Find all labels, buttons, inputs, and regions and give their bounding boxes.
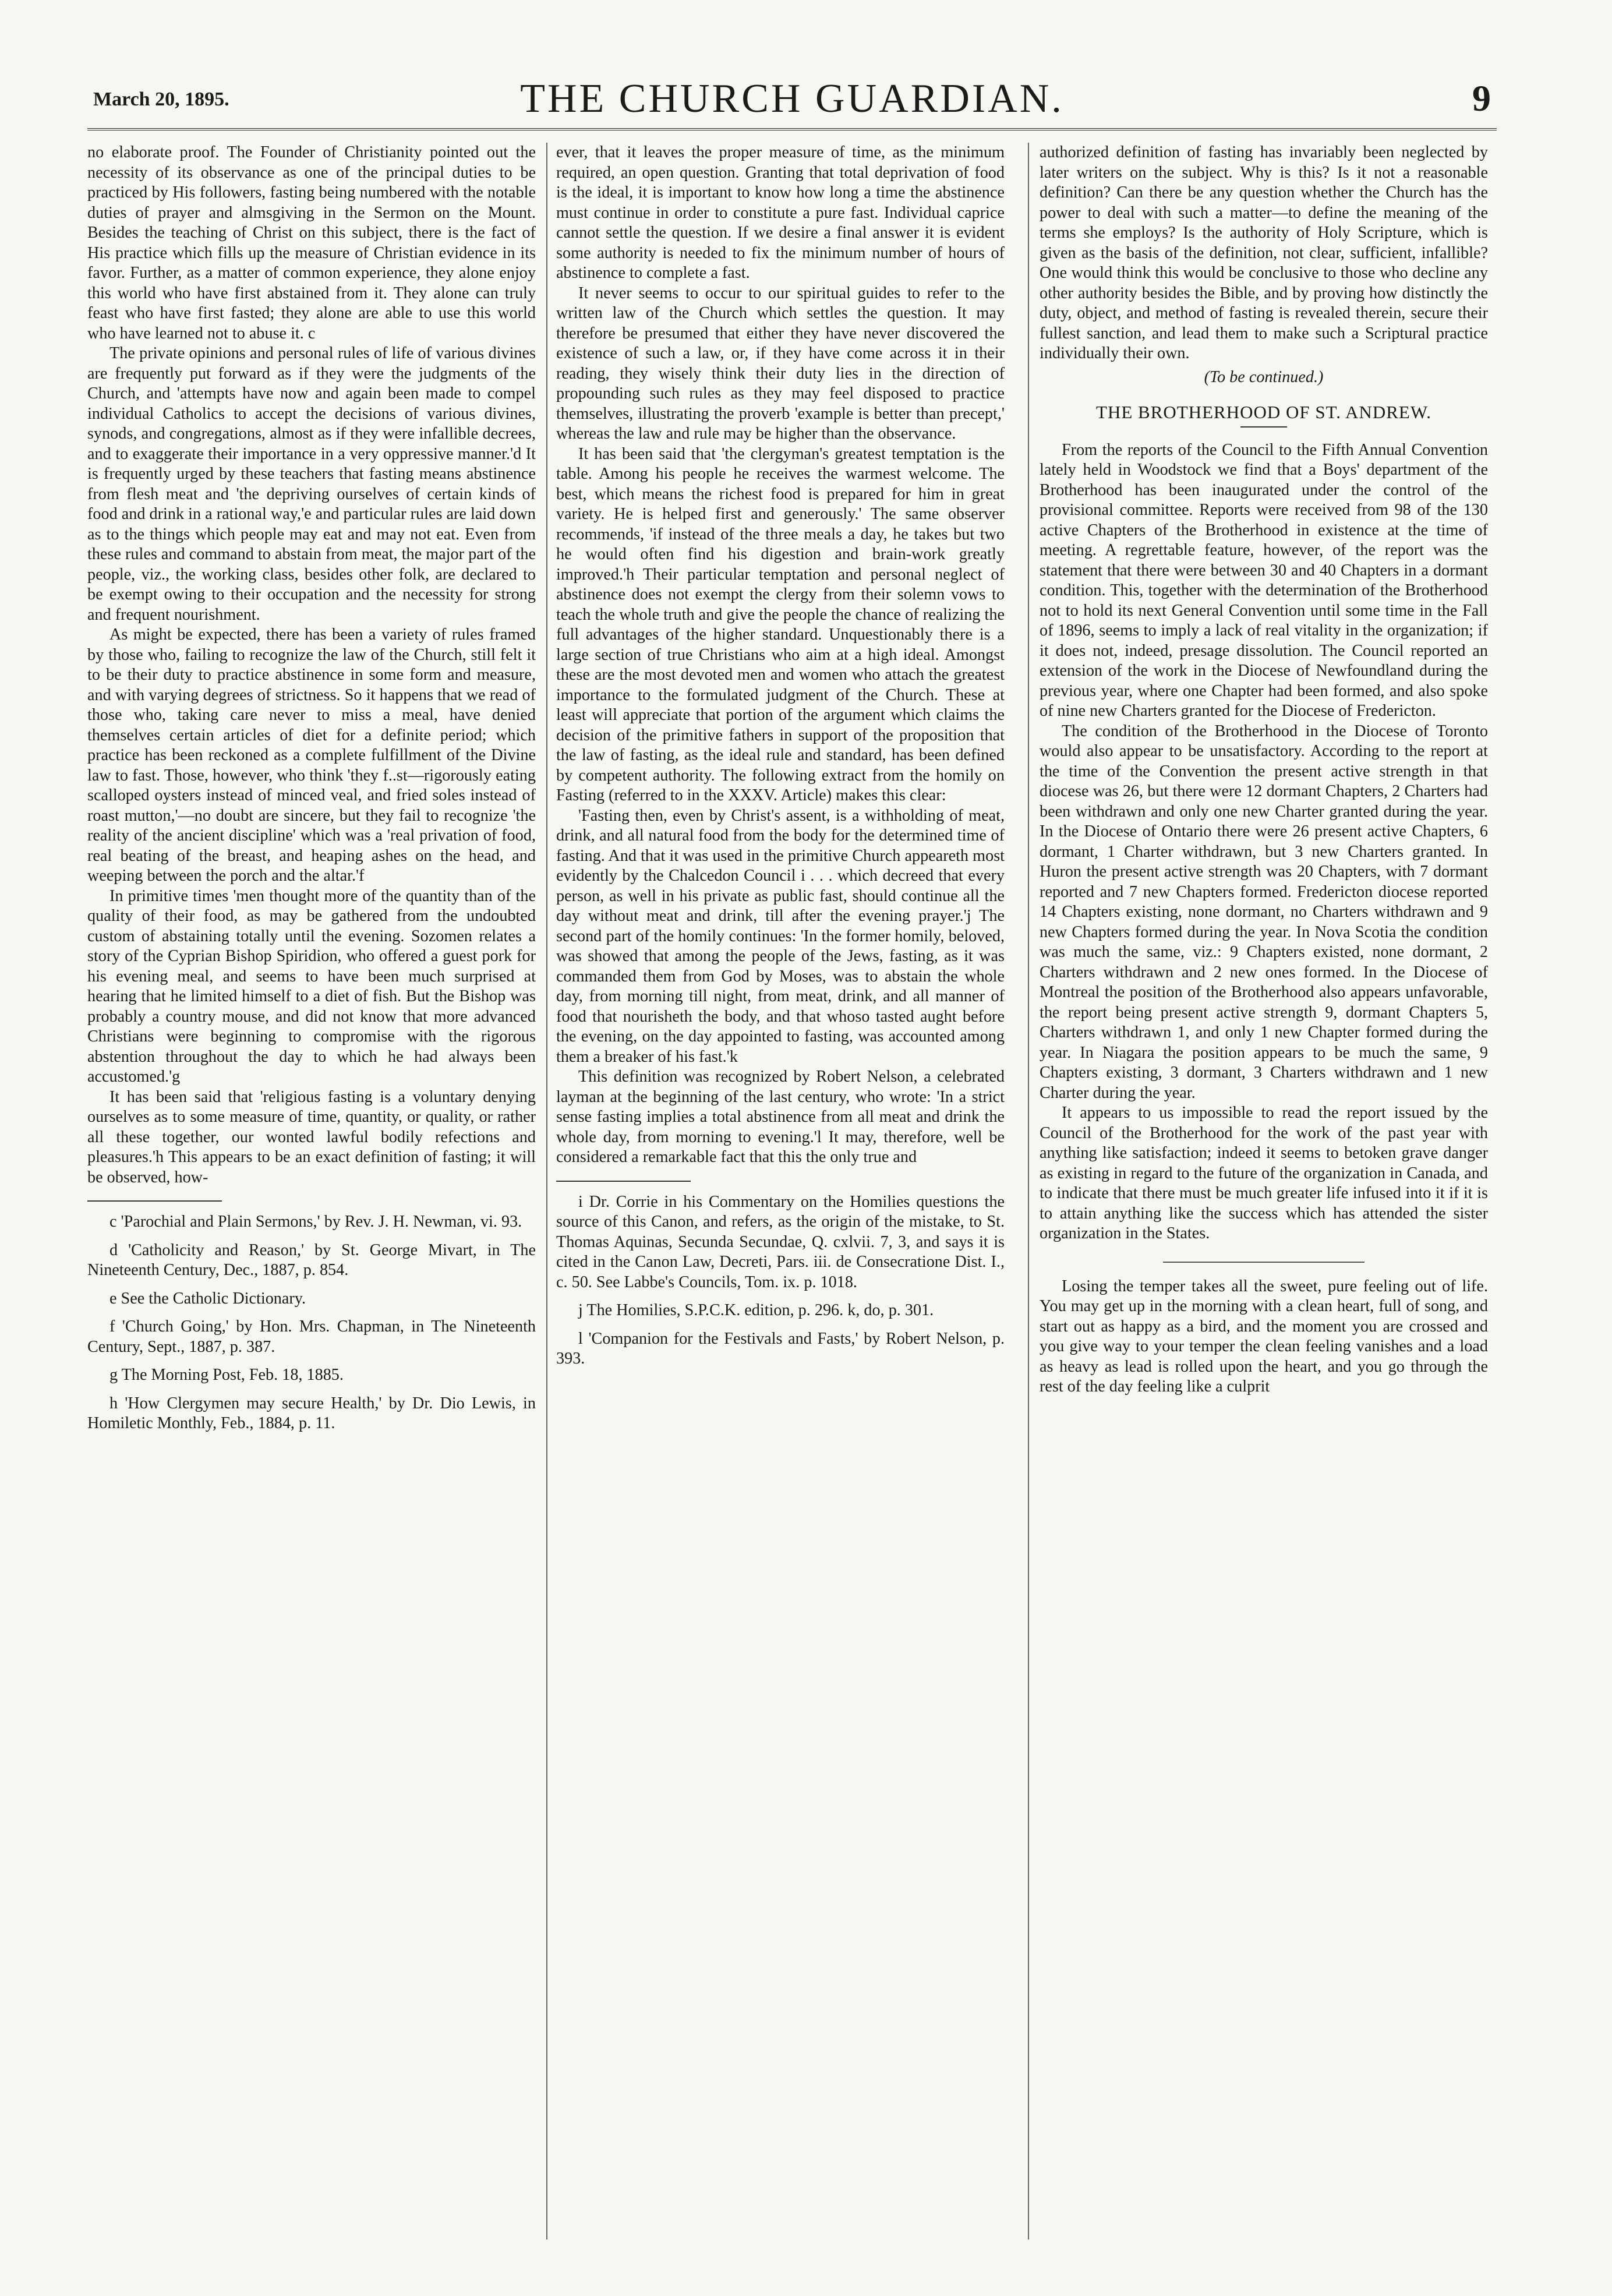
footnote: f 'Church Going,' by Hon. Mrs. Chapman, in The Nineteenth Century, Sept., 1887, p. 387. xyxy=(87,1317,536,1356)
footnote: e See the Catholic Dictionary. xyxy=(109,1289,306,1308)
paragraph: In primitive times 'men thought more of the quantity than of the quality of their food, as may be gathered from the undoubted custom of abstaining totally until the evening. Sozomen relates a story of the Cyprian Bishop Spiridion, who offered a guest pork for his evening meal, and seems to have been much surprised at hearing that he limited himself to a diet of fish. But the Bishop was probably a country mouse, and did not know that more advanced Christians were beginning to compromise with the rigorous abstention throughout the day to which he had always been accustomed.'g xyxy=(87,886,536,1086)
column-1 xyxy=(87,143,536,2251)
newspaper-title: THE CHURCH GUARDIAN. xyxy=(520,76,1064,121)
issue-date: March 20, 1895. xyxy=(93,89,229,110)
footnote: d 'Catholicity and Reason,' by St. George Mivart, in The Nineteenth Century, Dec., 1887, p. 854. xyxy=(87,1241,536,1279)
heading-rule xyxy=(1240,426,1287,428)
paragraph: no elaborate proof. The Founder of Christianity pointed out the necessity of its observance as one of the principal duties to be practiced by His followers, fasting being numbered with the notable duties of prayer and almsgiving in the Sermon on the Mount. Besides the teaching of Christ on this subject, there is the fact of His practice which fills up the measure of Christian evidence in its favor. Further, as a matter of common experience, they alone enjoy this world who have first abstained from it. They alone can truly feast who have first fasted; they alone are able to use this world who have learned not to abuse it. c xyxy=(87,143,536,342)
paragraph: This definition was recognized by Robert Nelson, a celebrated layman at the beginning of the last century, who wrote: 'In a strict sense fasting implies a total abstinence from all meat and drink the whole day, from morning to evening.'l It may, therefore, well be considered a remarkable fact that this the only true and xyxy=(556,1068,1005,1166)
page-number: 9 xyxy=(1472,77,1491,119)
footnotes xyxy=(87,1212,536,1434)
quotation: 'Fasting then, even by Christ's assent, is a withholding of meat, drink, and all natural food from the body for the determined time of fasting. And that it was used in the primitive Church appeareth most evidently by the Chalcedon Council i . . . which decreed that every person, as well in his private as public fast, should continue all the day without meat and drink, till after the evening prayer.'j The second part of the homily continues: 'In the former homily, beloved, was showed that among the people of the Jews, fasting, as it was commanded them from God by Moses, was to abstain the whole day, from morning till night, from meat, drink, and all manner of food that nourisheth the body, and that whoso tasted aught before the evening, on the day appointed to fasting, was accounted among them a breaker of his fast.'k xyxy=(556,806,1005,1066)
paragraph: Losing the temper takes all the sweet, pure feeling out of life. You may get up in the morning with a clean heart, full of song, and start out as happy as a bird, and the moment you are crossed and you give way to your temper the clean feeling vanishes and a load as heavy as lead is rolled upon the heart, and you go through the rest of the day feeling like a culprit xyxy=(1040,1277,1488,1396)
column-divider xyxy=(1028,143,1029,2240)
footnote-rule xyxy=(87,1200,222,1202)
column-3 xyxy=(1040,143,1488,2251)
footnotes xyxy=(556,1192,1005,1369)
article-heading: THE BROTHERHOOD OF ST. ANDREW. xyxy=(1096,402,1431,422)
paragraph: The condition of the Brotherhood in the Diocese of Toronto would also appear to be unsatisfactory. According to the report at the time of the Convention the present active strength in that diocese was 26, but there were 12 dormant Chapters, 2 Charters had been withdrawn and only one new Charter granted during the year. In the Diocese of Ontario there were 26 present active Chapters, 6 dormant, 1 Charter withdrawn, but 3 new Charters granted. In Huron the present active strength was 20 Chapters, with 7 dormant reported and 7 new Chapters formed. Fredericton diocese reported 14 Chapters existing, none dormant, no Charters withdrawn and 9 new Chapters formed during the year. In Nova Scotia the condition was much the same, viz.: 9 Chapters existed, none dormant, 2 Charters withdrawn and 2 new ones formed. In the Diocese of Montreal the position of the Brotherhood also appears unfavorable, the report being present active strength 9, dormant Chapters 5, Charters withdrawn 1, and only 1 new Chapter formed during the year. In Niagara the position appears to be much the same, 9 Chapters existing, 3 dormant, 3 Charters withdrawn and 1 new Charter during the year. xyxy=(1040,722,1488,1102)
to-be-continued: (To be continued.) xyxy=(1204,368,1324,386)
footnote: l 'Companion for the Festivals and Fasts,' by Robert Nelson, p. 393. xyxy=(556,1329,1005,1368)
paragraph: From the reports of the Council to the Fifth Annual Convention lately held in Woodstock we find that a Boys' department of the Brotherhood has been inaugurated under the control of the provisional committee. Reports were received from 98 of the 130 active Chapters of the Brotherhood in existence at the time of meeting. A regrettable feature, however, of the report was the statement that there were between 30 and 40 Chapters in a dormant condition. This, together with the determination of the Brotherhood not to hold its next General Convention until some time in the Fall of 1896, seems to imply a lack of real vitality in the organization; if it does not, indeed, presage dissolution. The Council reported an extension of the work in the Diocese of Newfoundland during the previous year, where one Chapter had been formed, and also spoke of nine new Charters granted for the Diocese of Fredericton. xyxy=(1040,440,1488,720)
paragraph: As might be expected, there has been a variety of rules framed by those who, failing to recognize the law of the Church, still felt it to be their duty to practice abstinence in some form and measure, and with varying degrees of strictness. So it happens that we read of those who, taking care never to miss a meal, have denied themselves certain articles of diet for a definite period; which practice has been reckoned as a complete fulfillment of the Divine law to fast. Those, however, who think 'they f..st—rigorously eating scalloped oysters instead of minced veal, and fried soles instead of roast mutton,'—no doubt are sincere, but they fail to recognize 'the reality of the ancient discipline' which was a 'real privation of food, real beating of the breast, and heaping ashes on the head, and weeping between the porch and the altar.'f xyxy=(87,626,536,885)
column-divider xyxy=(546,143,547,2240)
paragraph: It never seems to occur to our spiritual guides to refer to the written law of the Church which settles the question. It may therefore be presumed that either they have never discovered the existence of such a law, or, if they have come across it in their reading, they wisely think their duty lies in the direction of propounding such rules as they may feel disposed to practice themselves, illustrating the proverb 'example is better than precept,' whereas the law and rule may be higher than the observance. xyxy=(556,284,1005,443)
paragraph: ever, that it leaves the proper measure of time, as the minimum required, an open question. Granting that total deprivation of food is the ideal, it is important to know how long a time the abstinence must continue in order to constitute a pure fast. Individual caprice cannot settle the question. If we desire a final answer it is evident some authority is needed to fix the minimum number of hours of abstinence to complete a fast. xyxy=(556,143,1005,282)
footnote: c 'Parochial and Plain Sermons,' by Rev. J. H. Newman, vi. 93. xyxy=(109,1213,522,1231)
masthead xyxy=(87,76,1497,130)
paragraph: The private opinions and personal rules of life of various divines are frequently put forward as if they were the judgments of the Church, and 'attempts have now and again been made to compel individual Catholics to accept the decisions of various divines, synods, and congregations, almost as if they were infallible decrees, and to exaggerate their importance in a very oppressive manner.'d It is frequently urged by these teachers that fasting means abstinence from flesh meat and 'the depriving ourselves of certain kinds of food and drink in a rational way,'e and particular rules are laid down as to the things which people may eat and may not eat. Even from these rules and command to abstain from meat, the major part of the people, viz., the working class, besides other folk, are declared to be exempt owing to their occupation and the necessity for strong and frequent nourishment. xyxy=(87,344,536,624)
paragraph: It has been said that 'religious fasting is a voluntary denying ourselves as to some measure of time, quantity, or quality, or rather all these together, our wonted lawful bodily refections and pleasures.'h This appears to be an exact definition of fasting; it will be observed, how- xyxy=(87,1087,536,1186)
footnote: i Dr. Corrie in his Commentary on the Homilies questions the source of this Canon, and refers, as the origin of the mistake, to St. Thomas Aquinas, Secunda Secundae, Q. cxlvii. 7, 3, and says it is cited in the Canon Law, Decreti, Pars. iii. de Consecratione Dist. I., c. 50. See Labbe's Councils, Tom. ix. p. 1018. xyxy=(556,1192,1005,1291)
paragraph: authorized definition of fasting has invariably been neglected by later writers on the subject. Why is this? Is it not a reasonable definition? Can there be any question whether the Church has the power to deal with such a matter—to define the meaning of the terms she employs? Is the authority of Holy Scripture, which is given as the basis of the definition, not clear, sufficient, infallible? One would think this would be conclusive to those who decline any other authority besides the Bible, and by proving how distinctly the duty, object, and method of fasting is revealed therein, secure their fullest sanction, and lead them to make such a Scriptural practice individually their own. xyxy=(1040,143,1488,362)
footnote: g The Morning Post, Feb. 18, 1885. xyxy=(109,1366,344,1384)
column-2 xyxy=(556,143,1005,2251)
footnote-rule xyxy=(556,1181,691,1182)
paragraph: It appears to us impossible to read the report issued by the Council of the Brotherhood for the work of the past year with anything like satisfaction; indeed it seems to betoken grave danger as existing in regard to the future of the organization in Canada, and to indicate that there must be much greater life infused into it if it is to attain anything like the success which has attended the sister organization in the States. xyxy=(1040,1104,1488,1242)
paragraph: It has been said that 'the clergyman's greatest temptation is the table. Among his people he receives the warmest welcome. The best, which means the richest food is prepared for him in great variety. He is helped first and generously.' The same observer recommends, 'if instead of the three meals a day, he takes but two he would often find his digestion and brain-work greatly improved.'h Their particular temptation and personal neglect of abstinence does not exempt the clergy from their solemn vows to teach the whole truth and give the people the chance of realizing the full advantages of the higher standard. Unquestionably there is a large section of true Christians who aim at a high ideal. Amongst these are the most devoted men and women who attach the greatest importance to the formulated judgment of the Church. These at least will appreciate that portion of the argument which claims the decision of the primitive fathers in support of the proposition that the law of fasting, as the ideal rule and standard, has been defined by competent authority. The following extract from the homily on Fasting (referred to in the XXXV. Article) makes this clear: xyxy=(556,444,1005,804)
footnote: j The Homilies, S.P.C.K. edition, p. 296. k, do, p. 301. xyxy=(578,1301,934,1319)
footnote: h 'How Clergymen may secure Health,' by Dr. Dio Lewis, in Homiletic Monthly, Feb., 1884, p. 11. xyxy=(87,1394,536,1432)
section-separator xyxy=(1163,1262,1365,1263)
